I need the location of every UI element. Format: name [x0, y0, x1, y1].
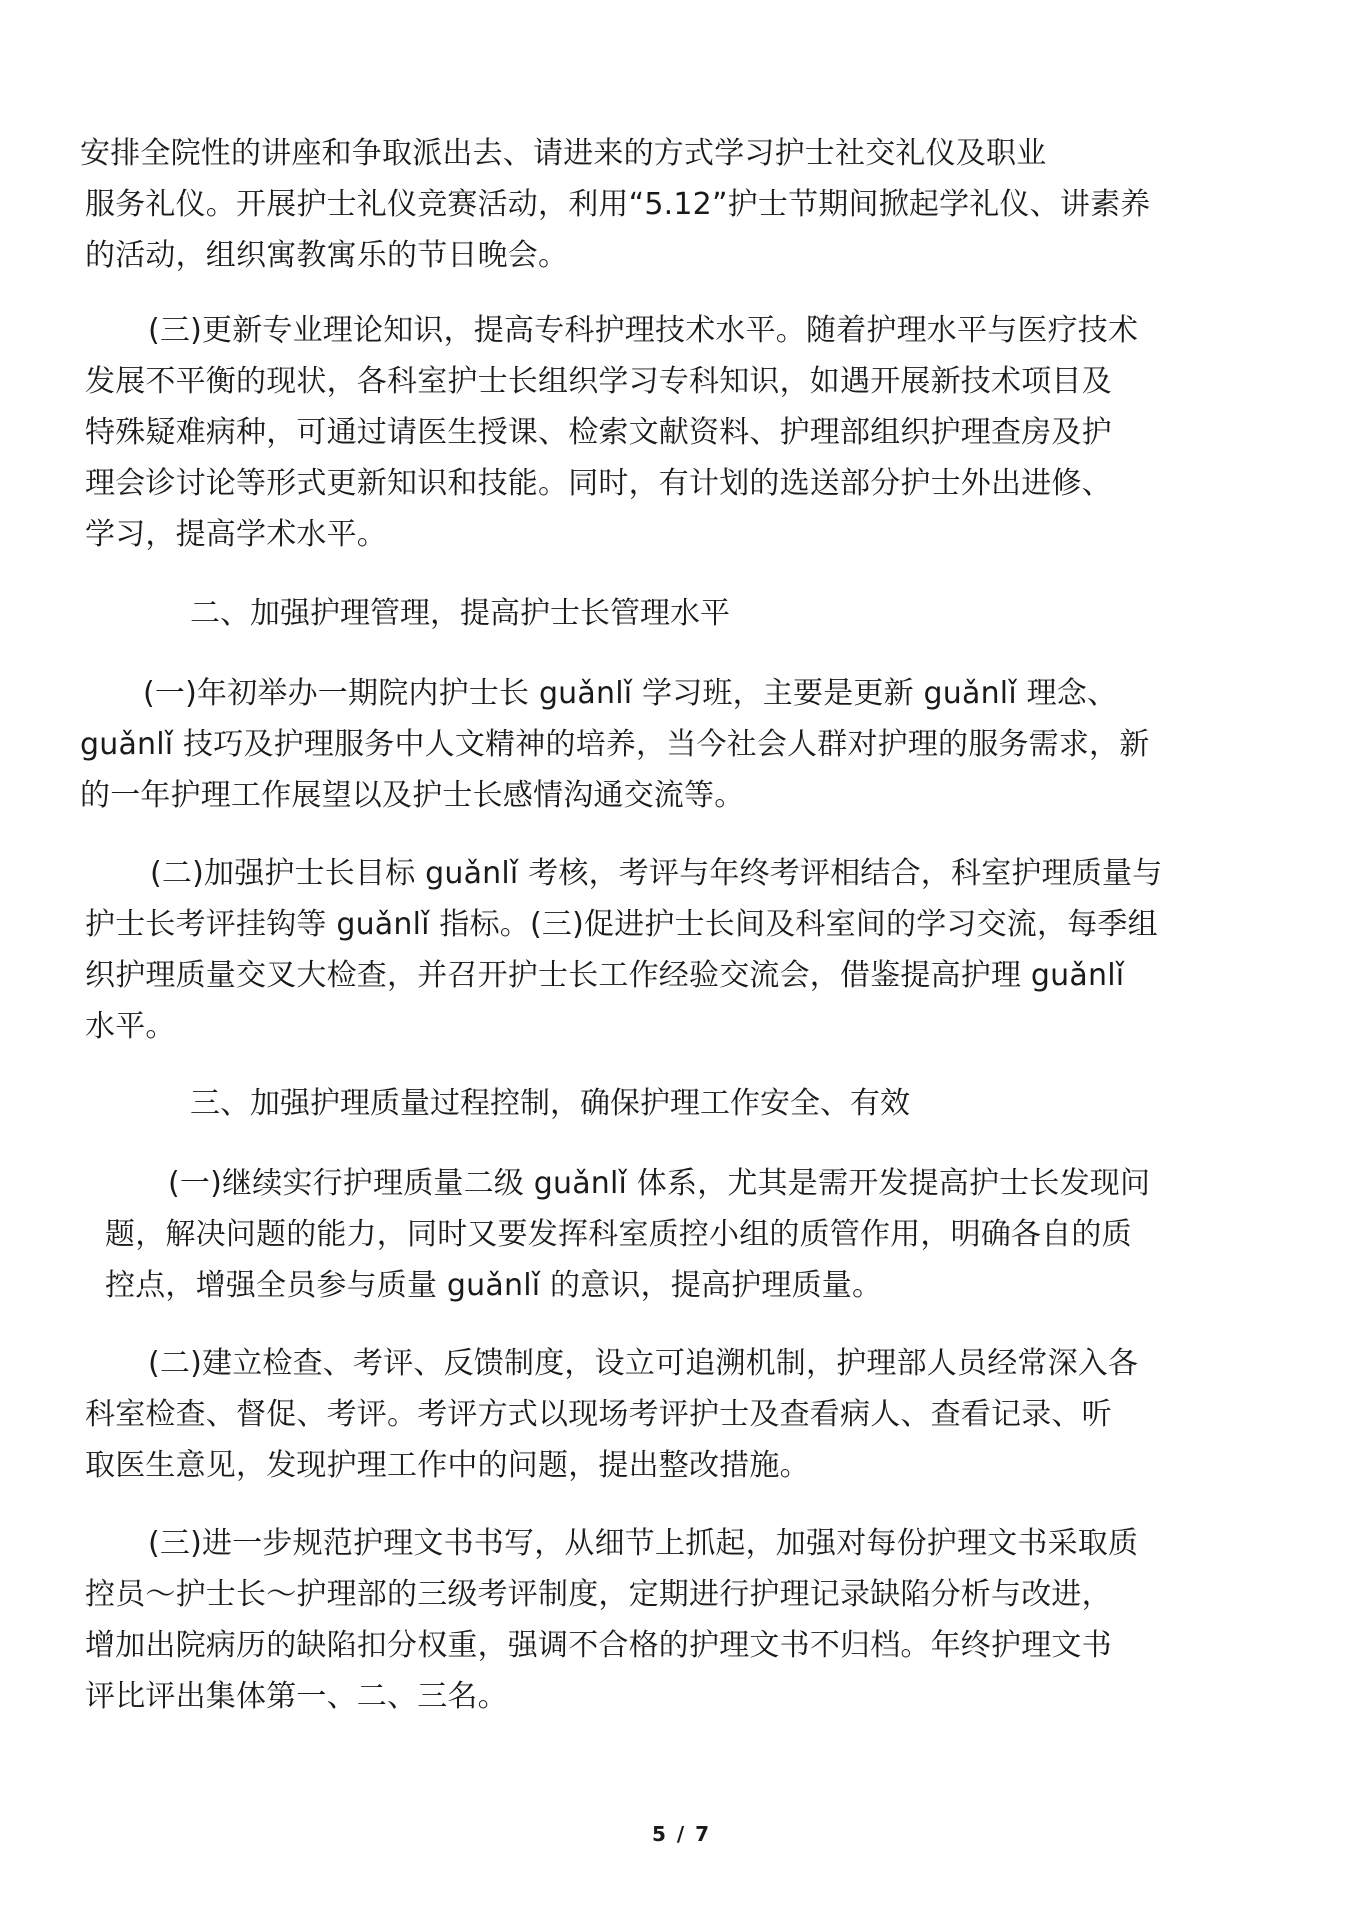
text-line: 取医生意见，发现护理工作中的问题，提出整改措施。	[85, 1448, 810, 1483]
text-line: 控点，增强全员参与质量 guǎnlǐ 的意识，提高护理质量。	[105, 1268, 883, 1303]
text-line: (一)年初举办一期院内护士长 guǎnlǐ 学习班，主要是更新 guǎnlǐ 理念、	[143, 676, 1118, 711]
paragraph-inspection-system	[0, 1338, 1138, 1491]
heading-text: 三、加强护理质量过程控制，确保护理工作安全、有效	[190, 1086, 910, 1121]
text-line: 理会诊讨论等形式更新知识和技能。同时，有计划的选送部分护士外出进修、	[85, 466, 1112, 501]
text-line: 学习，提高学术水平。	[85, 517, 387, 552]
heading-text: 二、加强护理管理，提高护士长管理水平	[190, 596, 730, 631]
text-line: 安排全院性的讲座和争取派出去、请进来的方式学习护士社交礼仪及职业	[80, 136, 1047, 171]
page-number: 5 / 7	[651, 1822, 712, 1846]
text-line: 特殊疑难病种，可通过请医生授课、检索文献资料、护理部组织护理查房及护	[85, 415, 1112, 450]
section-heading-quality-control	[190, 1078, 910, 1129]
paragraph-two-level-system	[0, 1158, 1150, 1311]
paragraph-target-assessment	[0, 848, 1162, 1052]
section-heading-management	[190, 588, 730, 639]
text-line: 控员～护士长～护理部的三级考评制度，定期进行护理记录缺陷分析与改进，	[85, 1577, 1112, 1612]
text-line: 题，解决问题的能力，同时又要发挥科室质控小组的质管作用，明确各自的质	[105, 1217, 1132, 1252]
text-line: (一)继续实行护理质量二级 guǎnlǐ 体系，尤其是需开发提高护士长发现问	[168, 1166, 1151, 1201]
text-line: 的一年护理工作展望以及护士长感情沟通交流等。	[80, 778, 745, 813]
text-line: 水平。	[85, 1009, 176, 1044]
text-line: 服务礼仪。开展护士礼仪竞赛活动，利用“5.12”护士节期间掀起学礼仪、讲素养	[85, 187, 1151, 222]
text-line: guǎnlǐ 技巧及护理服务中人文精神的培养，当今社会人群对护理的服务需求，新	[80, 727, 1150, 762]
text-line: (三)更新专业理论知识，提高专科护理技术水平。随着护理水平与医疗技术	[148, 313, 1139, 348]
text-line: 护士长考评挂钩等 guǎnlǐ 指标。(三)促进护士长间及科室间的学习交流，每季组	[85, 907, 1158, 942]
text-line: 织护理质量交叉大检查，并召开护士长工作经验交流会，借鉴提高护理 guǎnlǐ	[85, 958, 1125, 993]
text-line: 科室检查、督促、考评。考评方式以现场考评护士及查看病人、查看记录、听	[85, 1397, 1112, 1432]
text-line: (三)进一步规范护理文书书写，从细节上抓起，加强对每份护理文书采取质	[148, 1526, 1139, 1561]
paragraph-etiquette	[0, 128, 1150, 281]
paragraph-nursing-documents	[0, 1518, 1138, 1722]
text-line: 的活动，组织寓教寓乐的节日晚会。	[85, 238, 569, 273]
text-line: (二)加强护士长目标 guǎnlǐ 考核，考评与年终考评相结合，科室护理质量与	[150, 856, 1163, 891]
text-line: 发展不平衡的现状，各科室护士长组织学习专科知识，如遇开展新技术项目及	[85, 364, 1112, 399]
text-line: 评比评出集体第一、二、三名。	[85, 1679, 508, 1714]
paragraph-training-class	[0, 668, 1149, 821]
paragraph-professional-knowledge	[0, 305, 1138, 560]
text-line: (二)建立检查、考评、反馈制度，设立可追溯机制，护理部人员经常深入各	[148, 1346, 1139, 1381]
text-line: 增加出院病历的缺陷扣分权重，强调不合格的护理文书不归档。年终护理文书	[85, 1628, 1112, 1663]
